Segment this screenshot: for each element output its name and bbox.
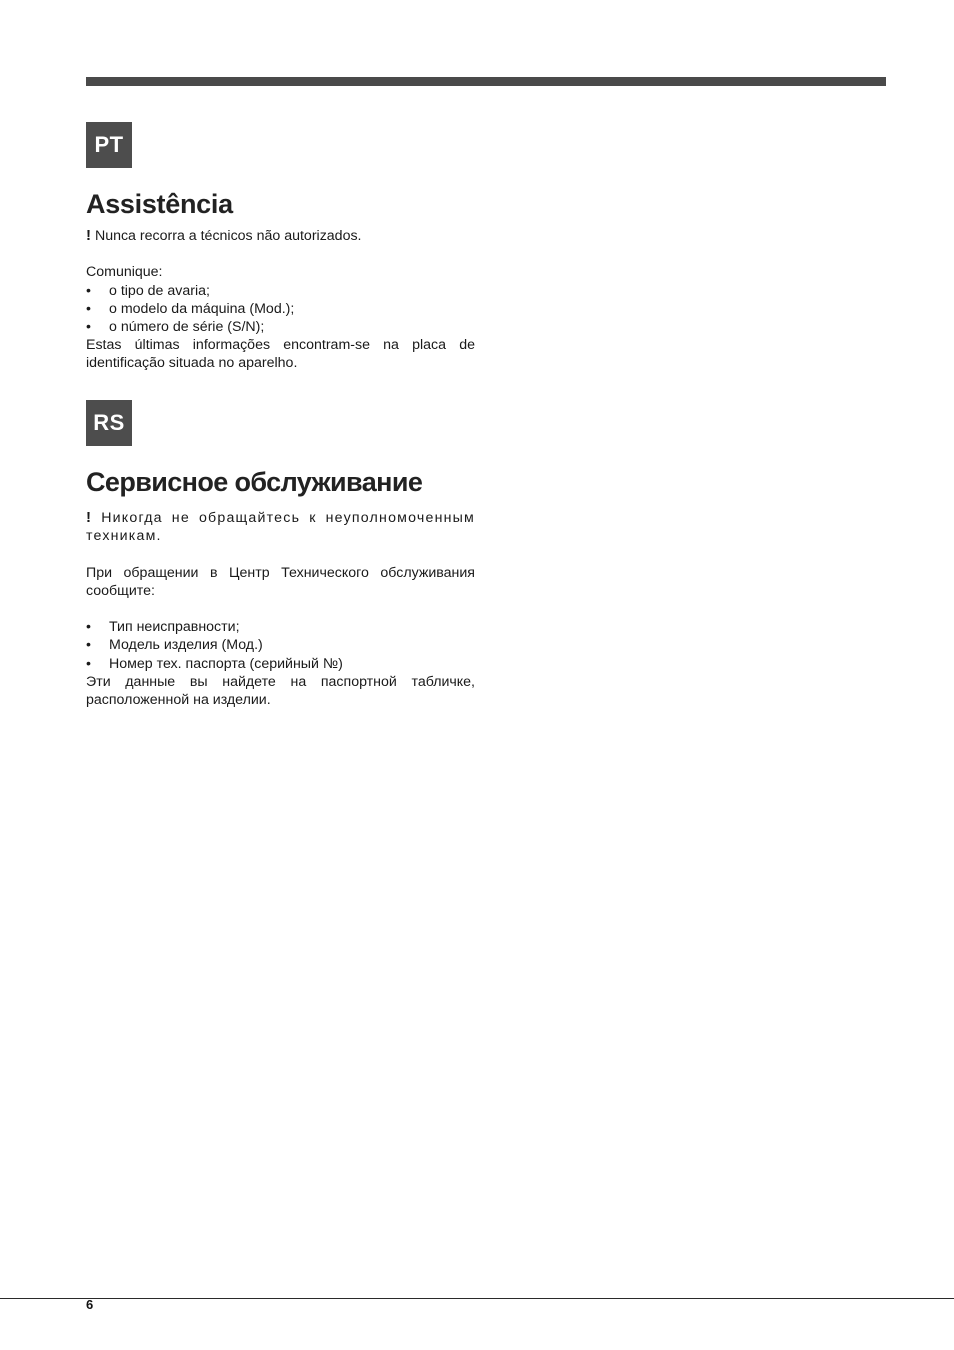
list-item [86,300,475,318]
intro-rs: При обращении в Центр Технического обслуживания сообщите: [86,564,475,599]
list-item-text: Номер тех. паспорта (серийный №) [109,655,343,672]
warning-mark-rs: ! [86,509,93,526]
section-rs [86,400,475,709]
list-item [86,636,475,654]
bullet-icon: • [86,655,91,672]
footer-rule [0,1298,954,1299]
info-list-rs [86,618,475,673]
bullet-icon: • [86,619,91,636]
list-item-text: o modelo da máquina (Mod.); [109,300,295,317]
info-list-pt [86,282,475,337]
note-pt: Estas últimas informações encontram-se na placa de identificação situada no aparelho. [86,337,475,372]
list-item [86,618,475,636]
page-number: 6 [86,1297,94,1312]
bullet-icon: • [86,637,91,654]
list-item-text: Модель изделия (Мод.) [109,637,263,654]
list-item [86,318,475,336]
warning-rs [86,509,475,545]
section-title-pt: Assistência [86,189,233,219]
bullet-icon: • [86,282,91,299]
bullet-icon: • [86,319,91,335]
note-rs: Эти данные вы найдете на паспортной табличке, расположенной на изделии. [86,673,475,708]
list-item-text: Тип неисправности; [109,619,240,636]
section-title-rs: Сервисное обслуживание [86,467,423,497]
header-rule [86,77,886,86]
list-item [86,282,475,300]
language-badge-pt: PT [86,122,132,168]
warning-pt [86,227,475,245]
list-item-text: o tipo de avaria; [109,282,210,299]
list-item [86,655,475,673]
intro-pt: Comunique: [86,264,163,281]
warning-text-rs: Никогда не обращайтесь к неуполномоченным техникам. [86,510,475,545]
language-badge-rs: RS [86,400,132,446]
warning-text-pt: Nunca recorra a técnicos não autorizados. [91,228,362,244]
bullet-icon: • [86,300,91,317]
warning-mark-pt: ! [86,227,91,244]
list-item-text: o número de série (S/N); [109,319,265,335]
section-pt [86,122,475,373]
